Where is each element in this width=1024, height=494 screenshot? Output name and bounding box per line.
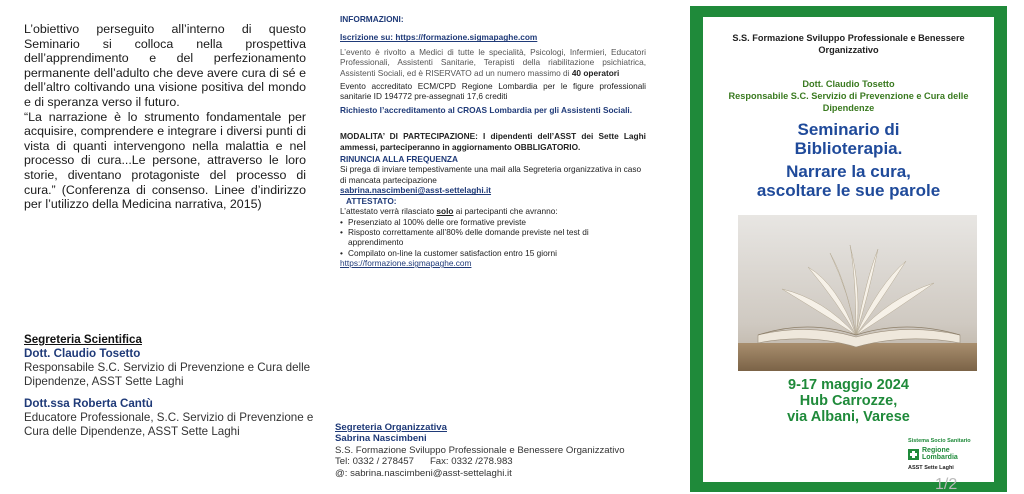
modalita-obbligatorio: OBBLIGATORIO.	[514, 141, 581, 152]
list-item: • Risposto correttamente all’80% delle domande previste nel test di apprendimento	[340, 227, 646, 248]
attestato-intro: L’attestato verrà rilasciato solo ai partecipanti che avranno:	[340, 206, 558, 217]
seminar-address: via Albani, Varese	[787, 409, 910, 425]
registration-link[interactable]: Iscrizione su: https://formazione.sigmapaghe.com	[340, 32, 538, 43]
rinuncia-text: Si prega di inviare tempestivamente una mail alla Segreteria organizzativa in caso di mancata partecipazione	[340, 164, 642, 185]
cover-inner	[703, 17, 994, 482]
ecm-paragraph: Evento accreditato ECM/CPD Regione Lombardia per le figure professionali sanitarie ID 194772 pre-assegnati 17,6 crediti	[340, 81, 646, 102]
croas-paragraph: Richiesto l’accreditamento al CROAS Lombardia per gli Assistenti Sociali.	[340, 104, 633, 115]
open-book-photo	[738, 215, 977, 371]
page-number: 1/2	[935, 476, 958, 493]
seminar-date-venue	[703, 377, 994, 425]
org-heading: Segreteria Organizzativa	[335, 422, 447, 433]
max-operators: 40 operatori	[571, 67, 620, 78]
modalita-paragraph: MODALITA’ DI PARTECIPAZIONE: I dipendenti dell’ASST dei Sette Laghi ammessi, parteciperanno in aggiornamento OBBLIGATORIO.	[340, 131, 646, 152]
scientific-heading: Segreteria Scientifica	[24, 333, 142, 346]
intro-column	[24, 22, 306, 212]
cover-department: S.S. Formazione Sviluppo Professionale e Benessere Organizzativo	[732, 33, 965, 55]
info-column	[340, 14, 646, 269]
intro-paragraph: L’obiettivo perseguito all’interno di questo Seminario si colloca nella prospettiva dell’apprendimento e del perfezionamento permanente dell’adulto che deve avere cura di sé e dell’altro coltivando una visione positiva del mondo e di speranza verso il futuro.	[24, 22, 306, 109]
cover-responsible-name: Dott. Claudio Tosetto	[802, 79, 895, 89]
modalita-label: MODALITA’ DI PARTECIPAZIONE:	[340, 131, 478, 142]
quote-paragraph: “La narrazione è lo strumento fondamentale per acquisire, comprendere e integrare i diversi punti di vista di quanti intervengono nella malattia e nel processo di cura...Le persone, attraverso le loro storie, diventano protagoniste del processo di cura.” (Conferenza di consenso. Linee d’indirizzo per l’utilizzo della Medicina narrativa, 2015)	[24, 109, 306, 212]
attestato-requirements	[340, 217, 646, 259]
org-dept: S.S. Formazione Sviluppo Professionale e Benessere Organizzativo	[335, 444, 625, 456]
org-name: Sabrina Nascimbeni	[335, 433, 427, 445]
cover-panel	[690, 6, 1007, 492]
org-email[interactable]: @: sabrina.nascimbeni@asst-settelaghi.it	[335, 467, 512, 479]
list-item: • Presenziato al 100% delle ore formative previste	[340, 217, 646, 227]
scientific-secretariat	[24, 333, 314, 439]
organizing-secretariat	[335, 422, 635, 479]
org-phone-fax: Tel: 0332 / 278457 Fax: 0332 /278.983	[335, 456, 513, 468]
cover-responsible	[703, 78, 994, 114]
target-paragraph: L’evento è rivolto a Medici di tutte le specialità, Psicologi, Infermieri, Educatori Professionali, Assistenti Sanitarie, Terapisti della riabilitazione psichiatrica, Assistenti Sociali, ed è RISERVATO ad un numero massimo di 40 operatori	[340, 46, 646, 78]
seminar-venue: Hub Carrozze,	[799, 393, 898, 409]
attestato-link[interactable]: https://formazione.sigmapaghe.com	[340, 258, 472, 269]
scientific-person2-role: Educatore Professionale, S.C. Servizio di Prevenzione e Cura delle Dipendenze, ASST Sette Laghi	[24, 411, 314, 438]
rinuncia-email-link[interactable]: sabrina.nascimbeni@asst-settelaghi.it	[340, 185, 492, 196]
cross-icon	[908, 449, 919, 460]
scientific-person1-name: Dott. Claudio Tosetto	[24, 347, 141, 360]
attestato-heading: ATTESTATO:	[346, 195, 397, 206]
scientific-person1-role: Responsabile S.C. Servizio di Prevenzione e Cura delle Dipendenze, ASST Sette Laghi	[24, 361, 311, 388]
rinuncia-heading: RINUNCIA ALLA FREQUENZA	[340, 154, 458, 165]
list-item: • Compilato on-line la customer satisfaction entro 15 giorni	[340, 248, 646, 258]
scientific-person2-name: Dott.ssa Roberta Cantù	[24, 397, 153, 410]
cover-responsible-role: Responsabile S.C. Servizio di Prevenzione e Cura delle Dipendenze	[728, 91, 969, 113]
regione-lombardia-logo: Sistema Socio Sanitario Regione Lombardia ASST Sette Laghi	[908, 438, 971, 471]
info-heading: INFORMAZIONI:	[340, 14, 404, 24]
seminar-dates: 9-17 maggio 2024	[788, 377, 909, 393]
seminar-title: Seminario di Biblioterapia. Narrare la cura, ascoltare le sue parole	[756, 120, 941, 200]
